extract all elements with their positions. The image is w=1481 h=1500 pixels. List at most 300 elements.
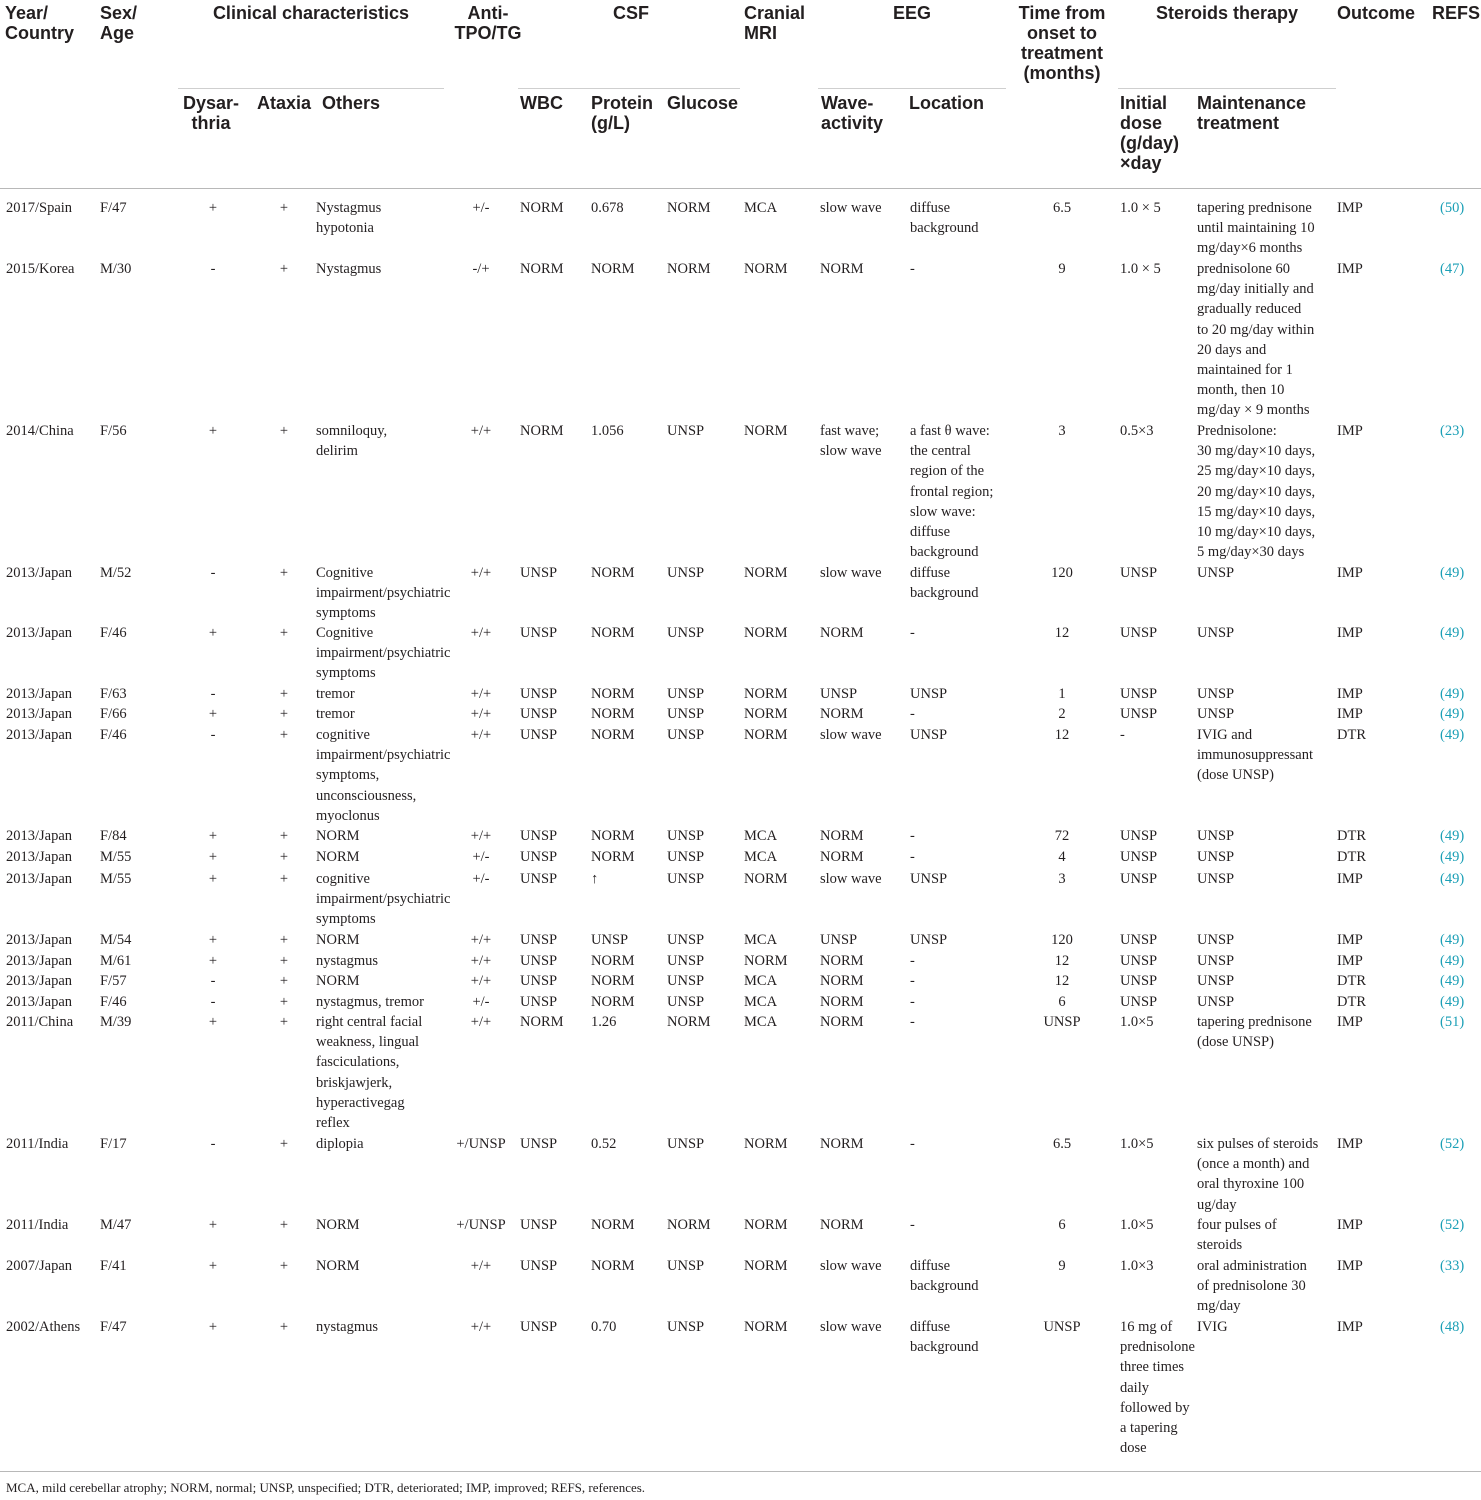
cell-anti-tpo-tg: +/+: [470, 953, 492, 969]
cell-wbc: NORM: [520, 1014, 564, 1030]
cell-time: 2: [1058, 706, 1066, 722]
cell-anti-tpo-tg: +/UNSP: [456, 1136, 506, 1152]
cell-year-country: 2013/Japan: [6, 849, 73, 865]
cell-glucose: UNSP: [667, 932, 705, 948]
cell-wbc: NORM: [520, 200, 564, 216]
header-csf: CSF: [613, 3, 649, 23]
cell-dysarthria: +: [208, 1258, 218, 1274]
cell-cranial-mri: NORM: [744, 565, 788, 581]
cell-ref[interactable]: (49): [1440, 686, 1465, 702]
cell-protein: ↑: [591, 871, 599, 887]
header-year-country: Year/ Country: [5, 3, 74, 43]
cell-time: 6: [1058, 994, 1066, 1010]
cell-anti-tpo-tg: +/+: [470, 727, 492, 743]
cell-initial-dose: UNSP: [1120, 828, 1158, 844]
cell-time: 3: [1058, 871, 1066, 887]
cell-sex-age: F/17: [100, 1136, 127, 1152]
cell-ataxia: +: [279, 871, 289, 887]
cell-sex-age: F/46: [100, 994, 127, 1010]
cell-ref[interactable]: (49): [1440, 706, 1465, 722]
cell-anti-tpo-tg: +/UNSP: [456, 1217, 506, 1233]
cell-location: -: [910, 849, 915, 865]
cell-year-country: 2013/Japan: [6, 706, 73, 722]
cell-dysarthria: -: [210, 1136, 216, 1152]
cell-ataxia: +: [279, 565, 289, 581]
cell-anti-tpo-tg: +/+: [470, 973, 492, 989]
cell-year-country: 2013/Japan: [6, 973, 73, 989]
cell-ref[interactable]: (23): [1440, 423, 1465, 439]
cell-dysarthria: +: [208, 1217, 218, 1233]
cell-wbc: UNSP: [520, 1217, 558, 1233]
cell-protein: UNSP: [591, 932, 629, 948]
cell-others: Cognitive impairment/psychiatric symptoms: [316, 625, 451, 682]
cell-wbc: UNSP: [520, 1319, 558, 1335]
cell-maintenance: UNSP: [1197, 871, 1235, 887]
cell-ataxia: +: [279, 1319, 289, 1335]
cell-maintenance: tapering prednisone until maintaining 10 mg/day×6 months: [1197, 200, 1315, 257]
cell-sex-age: M/39: [100, 1014, 132, 1030]
header-bottom-rule: [0, 188, 1481, 189]
cell-dysarthria: +: [208, 953, 218, 969]
cell-dysarthria: +: [208, 625, 218, 641]
cell-year-country: 2014/China: [6, 423, 74, 439]
cell-glucose: UNSP: [667, 686, 705, 702]
cell-protein: 1.056: [591, 423, 624, 439]
cell-outcome: DTR: [1337, 994, 1366, 1010]
cell-cranial-mri: NORM: [744, 1136, 788, 1152]
cell-year-country: 2011/India: [6, 1217, 69, 1233]
cell-cranial-mri: NORM: [744, 1258, 788, 1274]
cell-protein: NORM: [591, 1217, 635, 1233]
cell-wave-activity: UNSP: [820, 686, 858, 702]
cell-time: 3: [1058, 423, 1066, 439]
cell-protein: NORM: [591, 706, 635, 722]
cell-sex-age: F/56: [100, 423, 127, 439]
cell-dysarthria: +: [208, 871, 218, 887]
cell-cranial-mri: NORM: [744, 625, 788, 641]
cell-others: NORM: [316, 828, 360, 844]
cell-location: -: [910, 261, 915, 277]
cell-wave-activity: slow wave: [820, 565, 882, 581]
cell-outcome: IMP: [1337, 953, 1363, 969]
cell-outcome: IMP: [1337, 423, 1363, 439]
cell-location: -: [910, 973, 915, 989]
cell-time: 12: [1054, 973, 1070, 989]
cell-sex-age: F/46: [100, 727, 127, 743]
clinical-group-rule: [178, 88, 444, 89]
cell-maintenance: oral administration of prednisolone 30 mg/day: [1197, 1258, 1307, 1315]
cell-initial-dose: UNSP: [1120, 706, 1158, 722]
cell-ataxia: +: [279, 953, 289, 969]
cell-time: 12: [1054, 727, 1070, 743]
cell-year-country: 2013/Japan: [6, 625, 73, 641]
cell-maintenance: prednisolone 60 mg/day initially and gradually reduced to 20 mg/day within 20 days and maintained for 1 month, then 10 mg/day × 9 months: [1197, 261, 1315, 419]
cell-ref[interactable]: (49): [1440, 625, 1465, 641]
cell-outcome: IMP: [1337, 565, 1363, 581]
header-maintenance: Maintenance treatment: [1197, 93, 1307, 133]
cell-ref[interactable]: (50): [1440, 200, 1465, 216]
cell-anti-tpo-tg: +/+: [470, 828, 492, 844]
cell-ref[interactable]: (49): [1440, 565, 1465, 581]
cell-year-country: 2011/India: [6, 1136, 69, 1152]
cell-time: 12: [1054, 953, 1070, 969]
cell-cranial-mri: MCA: [744, 932, 778, 948]
cell-anti-tpo-tg: +/+: [470, 423, 492, 439]
cell-ref[interactable]: (47): [1440, 261, 1465, 277]
cell-wbc: UNSP: [520, 625, 558, 641]
cell-sex-age: M/47: [100, 1217, 132, 1233]
cell-wave-activity: NORM: [820, 625, 864, 641]
cell-wbc: UNSP: [520, 686, 558, 702]
cell-ataxia: +: [279, 828, 289, 844]
cell-location: diffuse background: [910, 1258, 979, 1295]
cell-glucose: NORM: [667, 1014, 711, 1030]
cell-wbc: NORM: [520, 261, 564, 277]
cell-sex-age: F/66: [100, 706, 127, 722]
cell-wbc: UNSP: [520, 727, 558, 743]
cell-outcome: IMP: [1337, 686, 1363, 702]
cell-initial-dose: UNSP: [1120, 625, 1158, 641]
cell-ataxia: +: [279, 200, 289, 216]
cell-dysarthria: +: [208, 706, 218, 722]
cell-ref[interactable]: (49): [1440, 932, 1465, 948]
cell-maintenance: tapering prednisone (dose UNSP): [1197, 1014, 1312, 1051]
cell-anti-tpo-tg: +/+: [470, 932, 492, 948]
cell-maintenance: UNSP: [1197, 953, 1235, 969]
cell-dysarthria: +: [208, 828, 218, 844]
cell-anti-tpo-tg: +/+: [470, 565, 492, 581]
cell-protein: NORM: [591, 849, 635, 865]
cell-outcome: DTR: [1337, 727, 1366, 743]
cell-cranial-mri: MCA: [744, 1014, 778, 1030]
cell-cranial-mri: NORM: [744, 871, 788, 887]
cell-cranial-mri: MCA: [744, 994, 778, 1010]
cell-dysarthria: -: [210, 565, 216, 581]
cell-outcome: IMP: [1337, 932, 1363, 948]
cell-sex-age: F/47: [100, 200, 127, 216]
cell-wbc: UNSP: [520, 871, 558, 887]
cell-others: Nystagmus hypotonia: [316, 200, 382, 237]
cell-initial-dose: UNSP: [1120, 932, 1158, 948]
cell-others: nystagmus: [316, 1319, 379, 1335]
header-dysarthria: Dysar- thria: [182, 93, 240, 133]
cell-cranial-mri: NORM: [744, 261, 788, 277]
cell-time: 6: [1058, 1217, 1066, 1233]
cell-cranial-mri: NORM: [744, 953, 788, 969]
cell-maintenance: four pulses of steroids: [1197, 1217, 1277, 1254]
cell-wave-activity: fast wave; slow wave: [820, 423, 882, 460]
cell-sex-age: F/47: [100, 1319, 127, 1335]
cell-time: 6.5: [1052, 200, 1072, 216]
header-glucose: Glucose: [667, 93, 739, 113]
cell-initial-dose: UNSP: [1120, 565, 1158, 581]
cell-ref[interactable]: (52): [1440, 1217, 1465, 1233]
cell-maintenance: Prednisolone: 30 mg/day×10 days, 25 mg/day×10 days, 20 mg/day×10 days, 15 mg/day×10 days, 10 mg/day×10 days, 5 mg/day×30 days: [1197, 423, 1316, 561]
cell-anti-tpo-tg: +/+: [470, 1014, 492, 1030]
cell-wave-activity: NORM: [820, 1136, 864, 1152]
cell-ataxia: +: [279, 973, 289, 989]
cell-location: UNSP: [910, 871, 948, 887]
cell-wbc: UNSP: [520, 973, 558, 989]
cell-ataxia: +: [279, 994, 289, 1010]
cell-wave-activity: slow wave: [820, 1319, 882, 1335]
cell-initial-dose: 1.0×5: [1120, 1136, 1154, 1152]
cell-location: a fast θ wave: the central region of the frontal region; slow wave: diffuse background: [910, 423, 994, 561]
cell-cranial-mri: NORM: [744, 1319, 788, 1335]
cell-others: tremor: [316, 706, 355, 722]
cell-dysarthria: -: [210, 973, 216, 989]
footnote: MCA, mild cerebellar atrophy; NORM, normal; UNSP, unspecified; DTR, deteriorated; IMP, improved; REFS, references.: [6, 1480, 646, 1495]
cell-dysarthria: +: [208, 200, 218, 216]
cell-maintenance: UNSP: [1197, 994, 1235, 1010]
cell-sex-age: F/63: [100, 686, 127, 702]
cell-outcome: IMP: [1337, 1217, 1363, 1233]
cell-time: 120: [1051, 565, 1073, 581]
cell-wbc: UNSP: [520, 706, 558, 722]
cell-time: UNSP: [1043, 1319, 1081, 1335]
cell-sex-age: M/55: [100, 849, 132, 865]
table-bottom-rule: [0, 1471, 1481, 1472]
cell-protein: NORM: [591, 565, 635, 581]
cell-wave-activity: UNSP: [820, 932, 858, 948]
cell-protein: NORM: [591, 973, 635, 989]
cell-cranial-mri: MCA: [744, 849, 778, 865]
cell-year-country: 2015/Korea: [6, 261, 75, 277]
cell-wbc: UNSP: [520, 828, 558, 844]
cell-outcome: DTR: [1337, 849, 1366, 865]
cell-anti-tpo-tg: +/+: [470, 706, 492, 722]
cell-anti-tpo-tg: +/+: [470, 686, 492, 702]
cell-year-country: 2007/Japan: [6, 1258, 73, 1274]
cell-wave-activity: NORM: [820, 994, 864, 1010]
cell-ataxia: +: [279, 1258, 289, 1274]
cell-sex-age: M/61: [100, 953, 132, 969]
cell-protein: NORM: [591, 953, 635, 969]
cell-others: somniloquy, delirim: [316, 423, 388, 460]
cell-anti-tpo-tg: +/-: [472, 871, 490, 887]
cell-initial-dose: 1.0×3: [1120, 1258, 1154, 1274]
cell-initial-dose: UNSP: [1120, 686, 1158, 702]
cell-glucose: UNSP: [667, 849, 705, 865]
cell-maintenance: six pulses of steroids (once a month) and oral thyroxine 100 ug/day: [1197, 1136, 1319, 1213]
cell-initial-dose: 1.0×5: [1120, 1217, 1154, 1233]
cell-maintenance: UNSP: [1197, 625, 1235, 641]
cell-wave-activity: NORM: [820, 1014, 864, 1030]
cell-ataxia: +: [279, 625, 289, 641]
cell-sex-age: F/46: [100, 625, 127, 641]
cell-glucose: NORM: [667, 261, 711, 277]
cell-protein: NORM: [591, 828, 635, 844]
cell-others: NORM: [316, 932, 360, 948]
cell-glucose: NORM: [667, 200, 711, 216]
cell-cranial-mri: MCA: [744, 973, 778, 989]
cell-wave-activity: NORM: [820, 261, 864, 277]
cell-ref[interactable]: (49): [1440, 973, 1465, 989]
cell-protein: NORM: [591, 261, 635, 277]
cell-protein: NORM: [591, 1258, 635, 1274]
cell-protein: NORM: [591, 727, 635, 743]
cell-outcome: IMP: [1337, 1136, 1363, 1152]
cell-maintenance: UNSP: [1197, 706, 1235, 722]
cell-outcome: IMP: [1337, 1014, 1363, 1030]
cell-initial-dose: UNSP: [1120, 994, 1158, 1010]
cell-ref[interactable]: (49): [1440, 828, 1465, 844]
header-outcome: Outcome: [1337, 3, 1416, 23]
cell-protein: NORM: [591, 686, 635, 702]
cell-ref[interactable]: (49): [1440, 727, 1465, 743]
cell-others: tremor: [316, 686, 355, 702]
cell-wave-activity: NORM: [820, 953, 864, 969]
cell-year-country: 2013/Japan: [6, 932, 73, 948]
cell-sex-age: M/55: [100, 871, 132, 887]
header-eeg: EEG: [892, 3, 931, 23]
cell-glucose: UNSP: [667, 706, 705, 722]
cell-others: NORM: [316, 849, 360, 865]
cell-ref[interactable]: (33): [1440, 1258, 1465, 1274]
cell-maintenance: UNSP: [1197, 686, 1235, 702]
header-time-to-treatment: Time from onset to treatment (months): [1018, 3, 1106, 83]
steroids-group-rule: [1118, 88, 1336, 89]
cell-dysarthria: -: [210, 994, 216, 1010]
cell-initial-dose: 0.5×3: [1120, 423, 1154, 439]
cell-anti-tpo-tg: +/-: [472, 200, 490, 216]
cell-glucose: NORM: [667, 1217, 711, 1233]
cell-protein: 0.678: [591, 200, 624, 216]
cell-ataxia: +: [279, 727, 289, 743]
cell-year-country: 2013/Japan: [6, 727, 73, 743]
header-location: Location: [909, 93, 984, 113]
cell-glucose: UNSP: [667, 1258, 705, 1274]
cell-sex-age: F/41: [100, 1258, 127, 1274]
cell-location: UNSP: [910, 727, 948, 743]
cell-cranial-mri: MCA: [744, 828, 778, 844]
cell-cranial-mri: NORM: [744, 706, 788, 722]
cell-ataxia: +: [279, 1014, 289, 1030]
cell-protein: NORM: [591, 994, 635, 1010]
cell-others: Nystagmus: [316, 261, 382, 277]
cell-initial-dose: UNSP: [1120, 973, 1158, 989]
cell-location: -: [910, 706, 915, 722]
cell-cranial-mri: NORM: [744, 423, 788, 439]
cell-location: -: [910, 1217, 915, 1233]
cell-wave-activity: NORM: [820, 849, 864, 865]
cell-glucose: UNSP: [667, 625, 705, 641]
cell-location: -: [910, 828, 915, 844]
cell-cranial-mri: NORM: [744, 727, 788, 743]
cell-wbc: UNSP: [520, 1258, 558, 1274]
cell-ataxia: +: [279, 1217, 289, 1233]
cell-ref[interactable]: (49): [1440, 871, 1465, 887]
cell-others: cognitive impairment/psychiatric symptoms, unconsciousness, myoclonus: [316, 727, 451, 824]
cell-dysarthria: -: [210, 686, 216, 702]
cell-maintenance: UNSP: [1197, 932, 1235, 948]
header-others: Others: [322, 93, 381, 113]
cell-time: 9: [1058, 261, 1066, 277]
cell-glucose: UNSP: [667, 828, 705, 844]
cell-location: -: [910, 1136, 915, 1152]
cell-wbc: UNSP: [520, 994, 558, 1010]
cell-ref[interactable]: (48): [1440, 1319, 1465, 1335]
header-clinical-characteristics: Clinical characteristics: [212, 3, 410, 23]
cell-ref[interactable]: (49): [1440, 849, 1465, 865]
cell-initial-dose: 16 mg of prednisolone three times daily followed by a tapering dose: [1120, 1319, 1195, 1457]
cell-year-country: 2017/Spain: [6, 200, 73, 216]
cell-dysarthria: +: [208, 849, 218, 865]
cell-glucose: UNSP: [667, 423, 705, 439]
cell-others: NORM: [316, 973, 360, 989]
cell-anti-tpo-tg: -/+: [472, 261, 490, 277]
cell-time: 12: [1054, 625, 1070, 641]
cell-location: -: [910, 994, 915, 1010]
header-refs: REFS: [1432, 3, 1481, 23]
cell-year-country: 2013/Japan: [6, 686, 73, 702]
cell-ataxia: +: [279, 932, 289, 948]
cell-outcome: IMP: [1337, 1258, 1363, 1274]
cell-sex-age: M/30: [100, 261, 132, 277]
header-wave-activity: Wave- activity: [821, 93, 884, 133]
cell-protein: 1.26: [591, 1014, 617, 1030]
cell-sex-age: F/84: [100, 828, 127, 844]
header-protein: Protein (g/L): [591, 93, 654, 133]
cell-time: 9: [1058, 1258, 1066, 1274]
cell-maintenance: UNSP: [1197, 828, 1235, 844]
cell-dysarthria: -: [210, 261, 216, 277]
cell-ref[interactable]: (52): [1440, 1136, 1465, 1152]
cell-protein: 0.52: [591, 1136, 617, 1152]
cell-dysarthria: -: [210, 727, 216, 743]
cell-ref[interactable]: (51): [1440, 1014, 1465, 1030]
cell-anti-tpo-tg: +/+: [470, 625, 492, 641]
cell-location: UNSP: [910, 932, 948, 948]
cell-wbc: UNSP: [520, 932, 558, 948]
cell-ataxia: +: [279, 849, 289, 865]
cell-wave-activity: slow wave: [820, 1258, 882, 1274]
header-initial-dose: Initial dose (g/day) ×day: [1120, 93, 1180, 173]
cell-location: diffuse background: [910, 1319, 979, 1356]
cell-ref[interactable]: (49): [1440, 994, 1465, 1010]
cell-location: UNSP: [910, 686, 948, 702]
cell-time: 4: [1058, 849, 1066, 865]
header-wbc: WBC: [520, 93, 563, 113]
cell-wave-activity: NORM: [820, 828, 864, 844]
cell-dysarthria: +: [208, 1014, 218, 1030]
cell-outcome: IMP: [1337, 261, 1363, 277]
cell-others: nystagmus, tremor: [316, 994, 424, 1010]
cell-wave-activity: slow wave: [820, 200, 882, 216]
cell-wbc: NORM: [520, 423, 564, 439]
cell-location: -: [910, 625, 915, 641]
cell-outcome: DTR: [1337, 973, 1366, 989]
cell-ref[interactable]: (49): [1440, 953, 1465, 969]
cell-ataxia: +: [279, 261, 289, 277]
cell-ataxia: +: [279, 423, 289, 439]
cell-wbc: UNSP: [520, 849, 558, 865]
header-steroids-therapy: Steroids therapy: [1155, 3, 1299, 23]
cell-cranial-mri: MCA: [744, 200, 778, 216]
cell-others: nystagmus: [316, 953, 379, 969]
cell-ataxia: +: [279, 706, 289, 722]
cell-outcome: IMP: [1337, 200, 1363, 216]
cell-dysarthria: +: [208, 423, 218, 439]
header-anti-tpo-tg: Anti- TPO/TG: [454, 3, 522, 43]
cell-initial-dose: 1.0×5: [1120, 1014, 1154, 1030]
csf-group-rule: [518, 88, 740, 89]
cell-sex-age: M/54: [100, 932, 132, 948]
cell-anti-tpo-tg: +/+: [470, 1258, 492, 1274]
cell-wbc: UNSP: [520, 953, 558, 969]
cell-others: cognitive impairment/psychiatric symptoms: [316, 871, 451, 928]
cell-sex-age: M/52: [100, 565, 132, 581]
